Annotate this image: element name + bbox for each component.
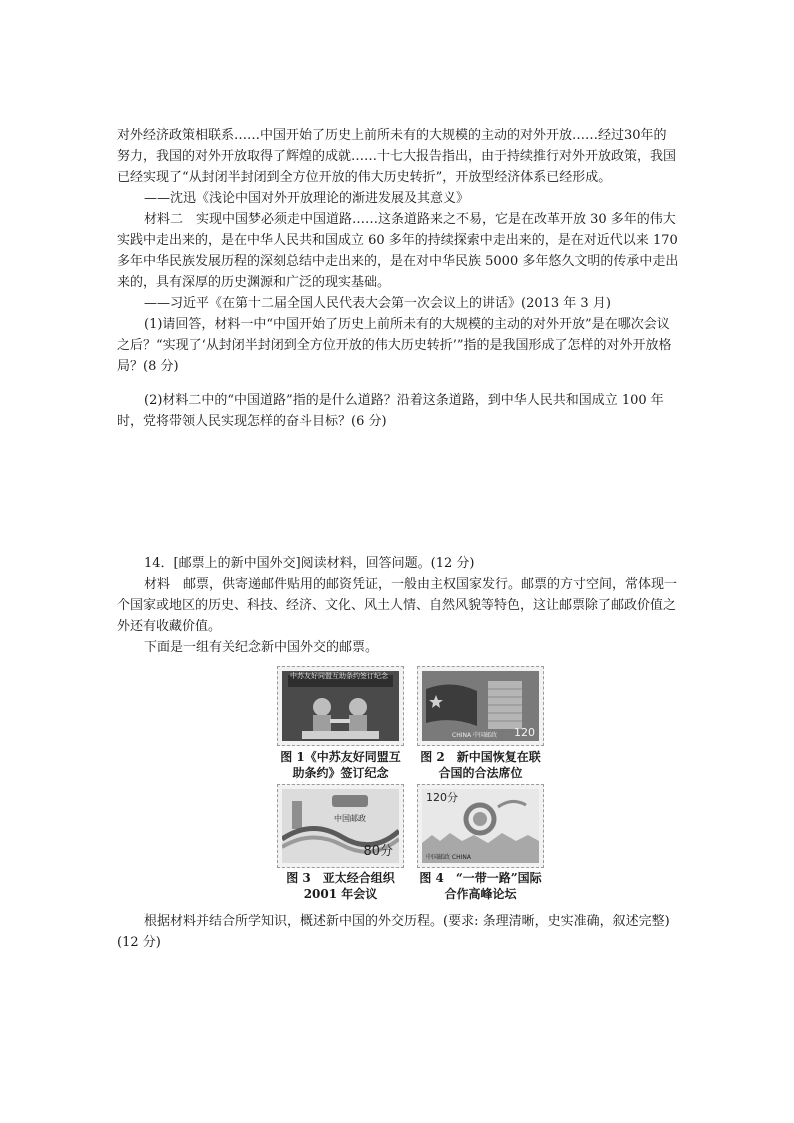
stamp-4-caption-line2: 合作高峰论坛 xyxy=(444,887,517,901)
stamp-3-image xyxy=(277,784,404,868)
question-1: (1)请回答，材料一中“中国开始了历史上前所未有的大规模的主动的对外开放”是在哪次会议之后？“实现了‘从封闭半封闭到全方位开放的伟大历史转折’”指的是我国形成了怎样的对外开放格局？(8 分) xyxy=(117,317,672,374)
stamp-2-caption-line1: 图 2 新中国恢复在联 xyxy=(420,750,541,764)
stamp-4-caption xyxy=(417,870,544,902)
material2-source: ——习近平《在第十二届全国人民代表大会第一次会议上的讲话》(2013 年 3 月) xyxy=(144,296,611,311)
stamp-1-image xyxy=(277,666,404,746)
stamp-1-caption xyxy=(277,749,404,781)
stamp-2-image xyxy=(417,666,544,746)
stamp-1-caption-line2: 助条约》签订纪念 xyxy=(292,766,389,780)
stamp-4-image xyxy=(417,784,544,868)
stamp-3-caption-line1: 图 3 亚太经合组织 xyxy=(286,871,395,885)
stamp-1-inscription: 中苏友好同盟互助条约签订纪念 xyxy=(290,672,388,680)
stamp-3-inscription: 中国邮政 xyxy=(334,814,366,823)
stamp-3-caption-line2: 2001 年会议 xyxy=(303,887,378,901)
stamp-2-caption-line2: 合国的合法席位 xyxy=(438,766,523,780)
question-14-task: 根据材料并结合所学知识，概述新中国的外交历程。(要求: 条理清晰，史实准确，叙述完整)(12 分) xyxy=(117,914,670,950)
stamp-2-denomination: 120 xyxy=(514,726,535,739)
stamp-4-caption-line1: 图 4 “一带一路”国际 xyxy=(419,871,542,885)
question-14-intro: 下面是一组有关纪念新中国外交的邮票。 xyxy=(144,640,379,655)
stamp-3-caption xyxy=(277,870,404,902)
stamp-figure xyxy=(277,666,547,901)
stamp-4-denomination: 120分 xyxy=(426,791,458,804)
stamp-1-caption-line1: 图 1《中苏友好同盟互 xyxy=(280,750,401,764)
material1-source: ——沈迅《浅论中国对外开放理论的渐进发展及其意义》 xyxy=(144,191,470,206)
material2-text: 材料二 实现中国梦必须走中国道路……这条道路来之不易，它是在改革开放 30 多年的伟大实践中走出来的，是在中华人民共和国成立 60 多年的持续探索中走出来的，是在对近代以来 170 多年中华民族发展历程的深刻总结中走出来的，是在对中华民族 5000 多年悠久文明的传承中走出来的，具有深厚的历史渊源和广泛的现实基础。 xyxy=(117,212,679,290)
stamp-3-denomination: 80分 xyxy=(363,844,393,859)
question-14-material: 材料 邮票，供寄递邮件贴用的邮资凭证，一般由主权国家发行。邮票的方寸空间，常体现一个国家或地区的历史、科技、经济、文化、风土人情、自然风貌等特色，这让邮票除了邮政价值之外还有收藏价值。 xyxy=(117,577,678,634)
question-14-title: 14．[邮票上的新中国外交]阅读材料，回答问题。(12 分) xyxy=(144,556,475,571)
stamp-2-caption xyxy=(417,749,544,781)
stamp-4-inscription: 中国邮政 CHINA xyxy=(426,854,471,861)
material1-text: 对外经济政策相联系……中国开始了历史上前所未有的大规模的主动的对外开放……经过30年的努力，我国的对外开放取得了辉煌的成就……十七大报告指出，由于持续推行对外开放政策，我国已经实现了“从封闭半封闭到全方位开放的伟大历史转折”，开放型经济体系已经形成。 xyxy=(117,128,677,185)
stamp-2-inscription: CHINA 中国邮政 xyxy=(452,732,497,739)
stamp-1-illustration xyxy=(282,671,399,741)
question-2: (2)材料二中的“中国道路”指的是什么道路？沿着这条道路，到中华人民共和国成立 100 年时，党将带领人民实现怎样的奋斗目标？(6 分) xyxy=(117,393,664,429)
